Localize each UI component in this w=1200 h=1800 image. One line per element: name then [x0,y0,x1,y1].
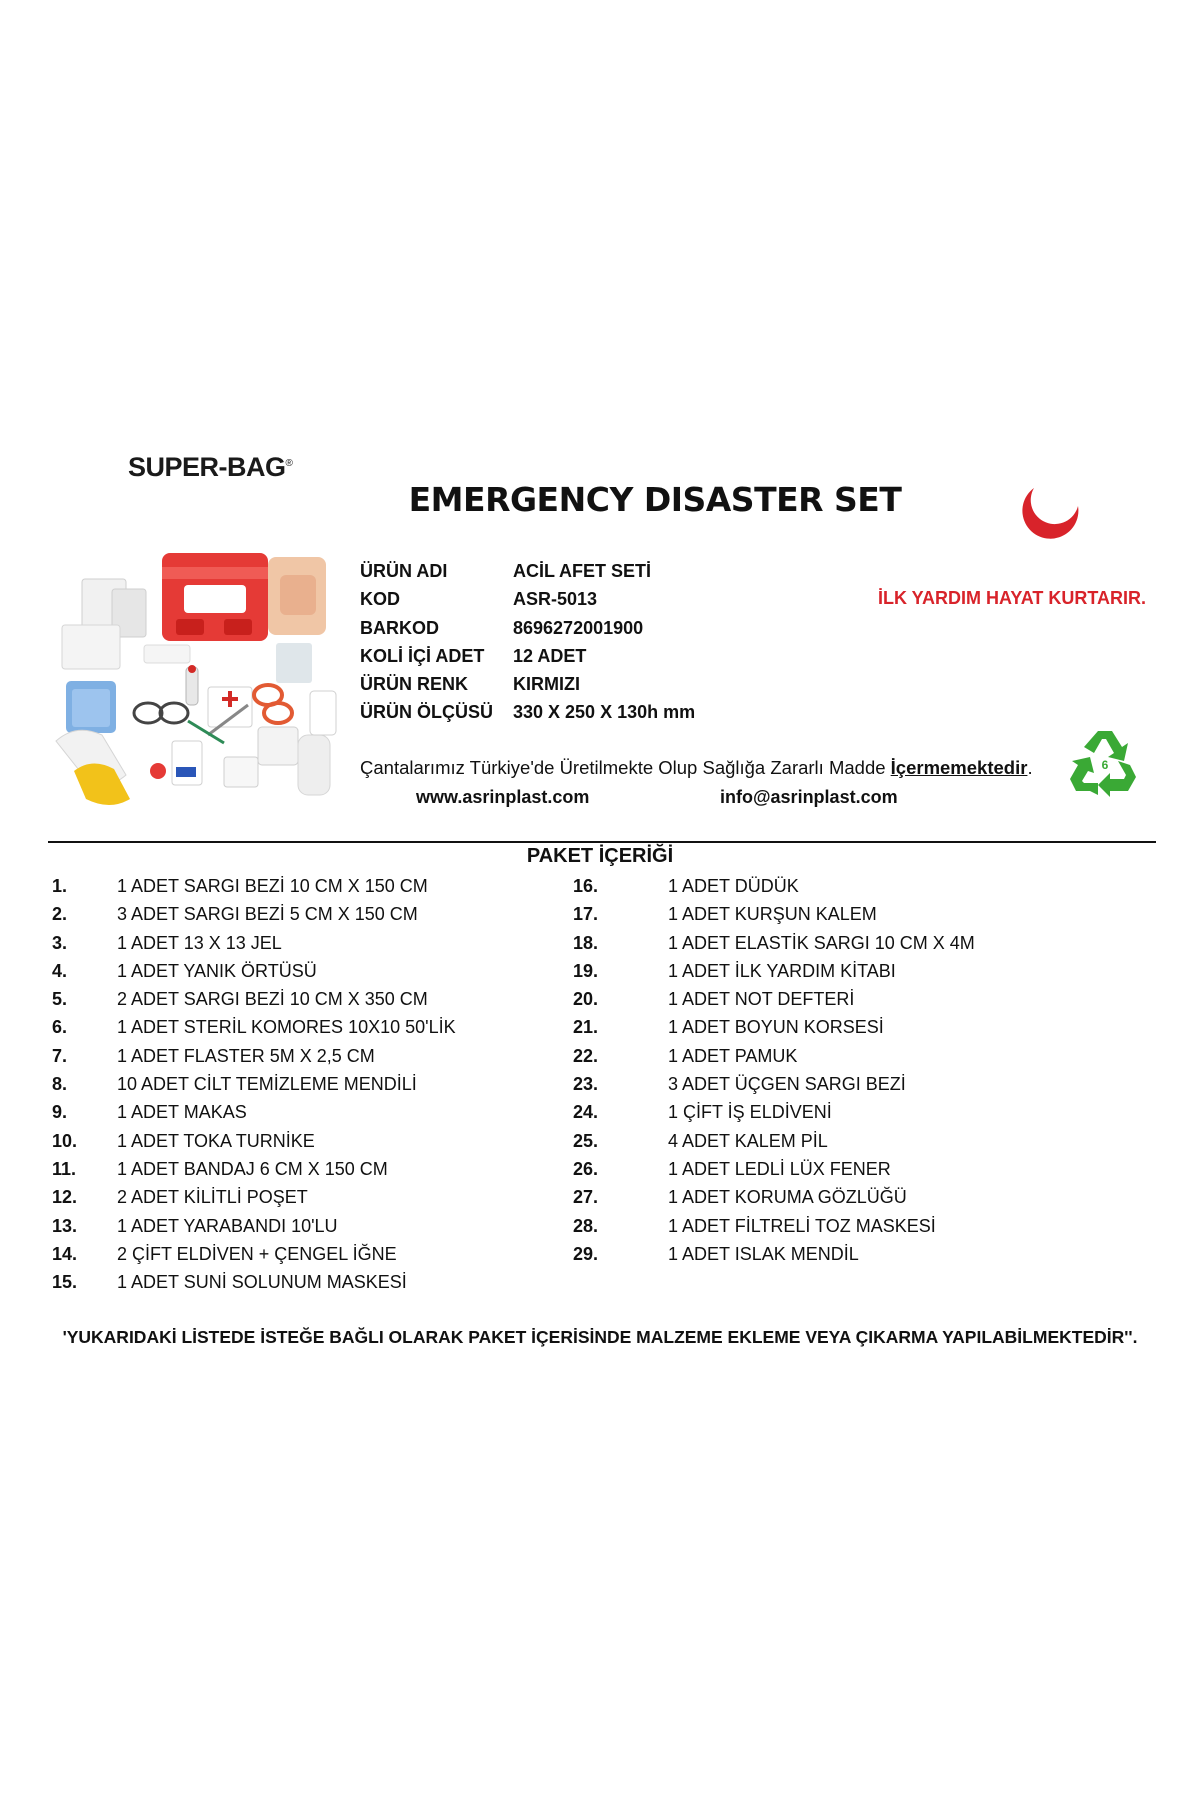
contents-heading: PAKET İÇERİĞİ [526,845,674,867]
page-title: EMERGENCY DISASTER SET [408,480,902,519]
spec-label: ÜRÜN ÖLÇÜSÜ [360,702,493,723]
item-text: 2 ADET SARGI BEZİ 10 CM X 350 CM [117,989,428,1010]
item-number: 7. [52,1045,68,1066]
contents-list-left [52,872,456,1296]
list-item [573,1183,975,1211]
item-text: 1 ADET FİLTRELİ TOZ MASKESİ [668,1215,936,1236]
item-number: 14. [52,1243,78,1264]
recycle-code: 6 [1101,758,1109,772]
list-item [573,1127,975,1155]
item-number: 10. [52,1130,78,1151]
list-item [52,957,456,985]
item-text: 10 ADET CİLT TEMİZLEME MENDİLİ [117,1074,417,1095]
spec-value: ACİL AFET SETİ [513,561,652,581]
list-item [573,900,975,928]
list-item [573,1240,975,1268]
spec-label: KOLİ İÇİ ADET [360,645,485,666]
list-item [573,929,975,957]
item-number: 5. [52,989,68,1010]
list-item [52,1240,456,1268]
item-text: 1 ADET STERİL KOMORES 10X10 50'LİK [117,1017,456,1038]
list-item [573,985,975,1013]
brand-logo [128,452,292,483]
list-item [52,1155,456,1183]
website-link[interactable]: www.asrinplast.com [416,787,590,807]
item-text: 1 ADET KORUMA GÖZLÜĞÜ [668,1187,907,1208]
item-number: 11. [52,1158,77,1179]
item-number: 4. [52,960,68,981]
item-number: 23. [573,1074,599,1095]
item-number: 19. [573,960,599,981]
spec-row-code [360,585,695,613]
item-text: 1 ADET FLASTER 5M X 2,5 CM [117,1045,375,1066]
contents-list-right [573,872,975,1268]
red-crescent-icon [1020,478,1084,542]
item-text: 1 ADET MAKAS [117,1102,247,1123]
list-item [52,1268,456,1296]
list-item [573,1042,975,1070]
note-end: . [1027,757,1033,778]
item-text: 1 ADET LEDLİ LÜX FENER [668,1158,891,1179]
divider-line [48,841,1156,843]
item-number: 27. [573,1187,599,1208]
item-text: 1 ADET 13 X 13 JEL [117,932,282,953]
list-item [52,1127,456,1155]
item-text: 1 ADET SARGI BEZİ 10 CM X 150 CM [117,876,428,896]
list-item [573,1070,975,1098]
item-text: 1 ADET BOYUN KORSESİ [668,1017,884,1038]
item-number: 8. [52,1074,68,1095]
item-text: 1 ADET PAMUK [668,1045,798,1066]
spec-value: 330 X 250 X 130h mm [513,702,696,723]
list-item [52,929,456,957]
note-text: Çantalarımız Türkiye'de Üretilmekte Olup Sağlığa Zararlı Madde [360,757,891,778]
item-text: 1 ADET YANIK ÖRTÜSÜ [117,960,317,981]
brand-name: SUPER-BAG [128,452,286,482]
spec-label: KOD [360,589,400,610]
spec-row-color [360,670,695,698]
item-number: 28. [573,1215,599,1236]
item-number: 9. [52,1102,68,1123]
list-item [52,1042,456,1070]
item-text: 1 ADET ELASTİK SARGI 10 CM X 4M [668,932,975,953]
item-text: 1 ADET NOT DEFTERİ [668,989,855,1010]
list-item [52,1183,456,1211]
slogan: İLK YARDIM HAYAT KURTARIR. [878,588,1147,608]
spec-row-dimensions [360,698,695,726]
list-item [52,1013,456,1041]
item-number: 18. [573,932,599,953]
item-number: 17. [573,904,599,925]
item-number: 12. [52,1187,78,1208]
item-number: 20. [573,989,599,1010]
registered-mark: ® [285,458,293,469]
item-number: 13. [52,1215,78,1236]
item-number: 24. [573,1102,599,1123]
spec-row-name [360,557,695,585]
item-text: 1 ADET TOKA TURNİKE [117,1130,315,1151]
spec-value: 8696272001900 [513,617,644,638]
spec-value: ASR-5013 [513,589,598,610]
list-item [52,872,456,900]
item-number: 2. [52,904,68,925]
recycle-icon [1068,725,1142,799]
item-text: 2 ÇİFT ELDİVEN + ÇENGEL İĞNE [117,1243,397,1264]
spec-label: ÜRÜN RENK [360,674,468,695]
list-item [52,985,456,1013]
spec-label: BARKOD [360,617,439,638]
list-item [573,1098,975,1126]
health-note [360,757,1033,779]
list-item [573,1155,975,1183]
note-emphasis: İçermemektedir [890,757,1028,778]
item-text: 4 ADET KALEM PİL [668,1130,828,1151]
item-number: 26. [573,1158,599,1179]
spec-row-case-quantity [360,642,695,670]
footer-note: 'YUKARIDAKİ LİSTEDE İSTEĞE BAĞLI OLARAK PAKET İÇERİSİNDE MALZEME EKLEME VEYA ÇIKARMA YAPILABİLMEKTEDİR''. [62,1327,1138,1347]
spec-row-barcode [360,614,695,642]
item-text: 3 ADET SARGI BEZİ 5 CM X 150 CM [117,904,418,925]
item-number: 6. [52,1017,68,1038]
spec-label: ÜRÜN ADI [360,561,448,581]
item-text: 1 ÇİFT İŞ ELDİVENİ [668,1102,832,1123]
item-text: 1 ADET BANDAJ 6 CM X 150 CM [117,1158,388,1179]
item-number: 22. [573,1045,599,1066]
item-number: 25. [573,1130,599,1151]
product-specs [360,557,695,727]
item-number: 29. [573,1243,599,1264]
item-text: 1 ADET İLK YARDIM KİTABI [668,960,896,981]
item-text: 1 ADET KURŞUN KALEM [668,904,877,925]
list-item [573,1013,975,1041]
item-number: 3. [52,932,68,953]
email-link[interactable]: info@asrinplast.com [720,787,898,807]
list-item [52,900,456,928]
item-number: 16. [573,876,599,896]
item-number: 15. [52,1272,78,1293]
item-text: 1 ADET DÜDÜK [668,876,799,896]
item-text: 3 ADET ÜÇGEN SARGI BEZİ [668,1074,906,1095]
kit-contents-photo [48,545,346,811]
list-item [52,1098,456,1126]
spec-value: KIRMIZI [513,674,580,695]
item-text: 1 ADET SUNİ SOLUNUM MASKESİ [117,1272,407,1293]
item-text: 1 ADET YARABANDI 10'LU [117,1215,338,1236]
list-item [573,957,975,985]
item-text: 1 ADET ISLAK MENDİL [668,1243,859,1264]
item-text: 2 ADET KİLİTLİ POŞET [117,1187,308,1208]
list-item [52,1070,456,1098]
list-item [52,1212,456,1240]
list-item [573,1212,975,1240]
item-number: 1. [52,876,68,896]
spec-value: 12 ADET [513,645,587,666]
item-number: 21. [573,1017,599,1038]
list-item [573,872,975,900]
